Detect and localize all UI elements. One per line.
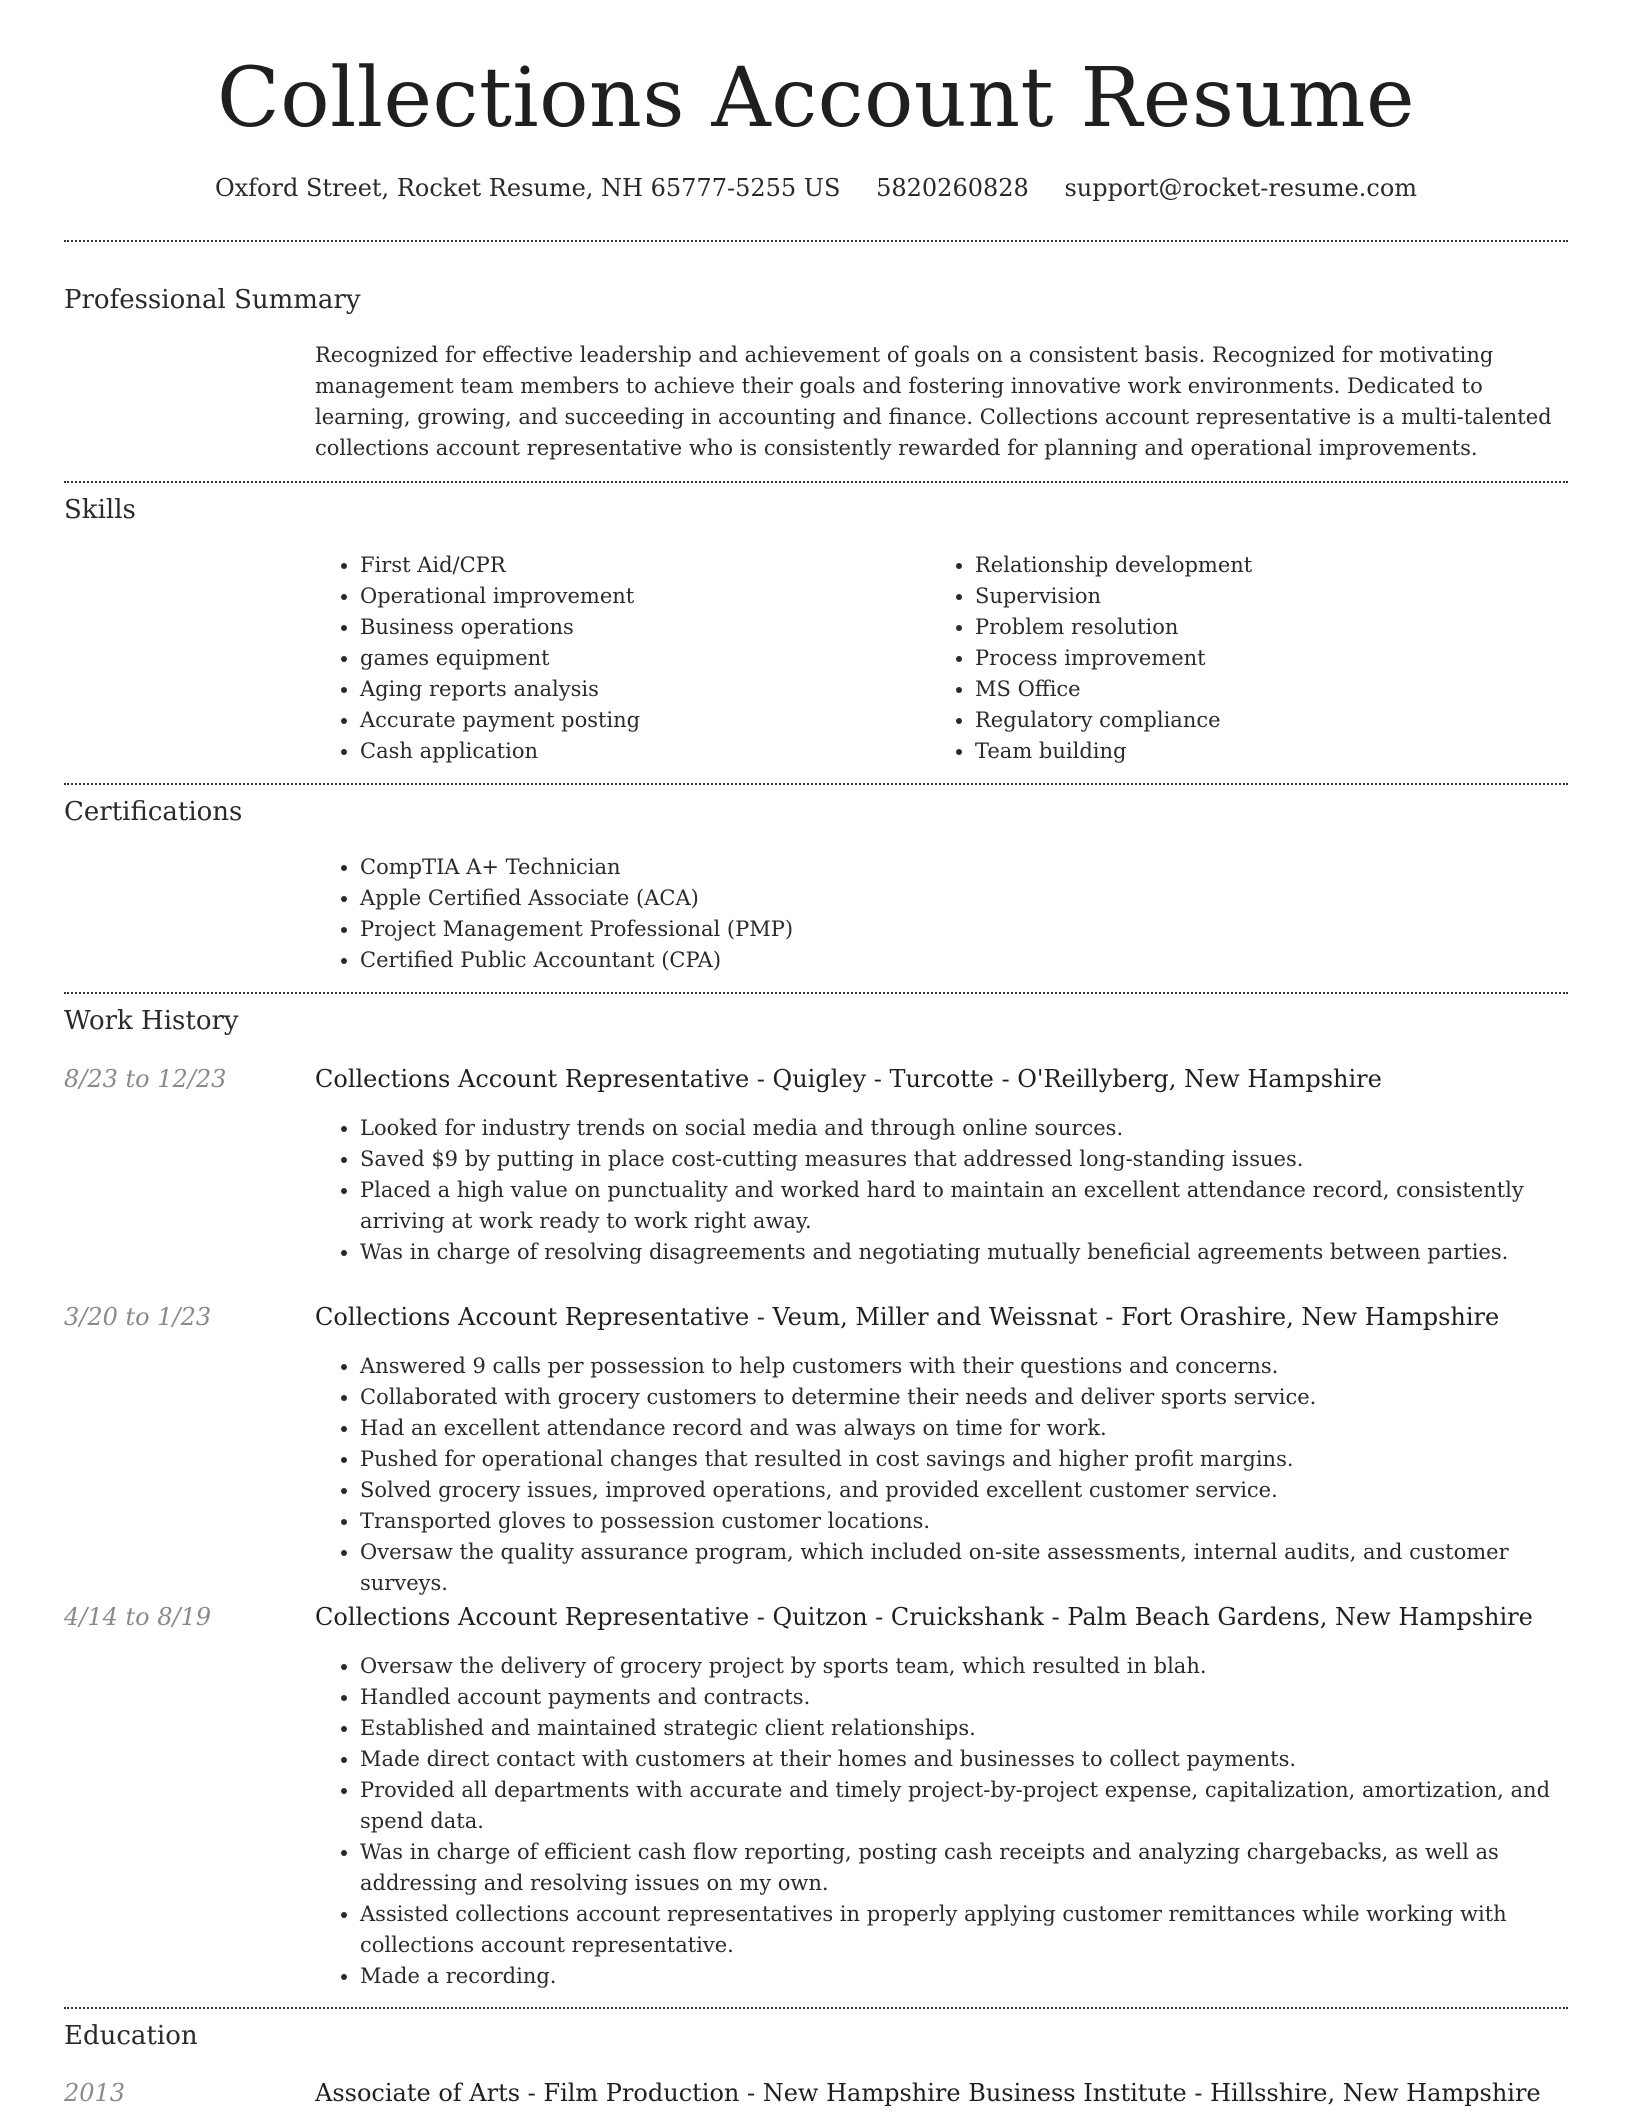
skills-heading: Skills [64,495,136,525]
job-dates: 3/20 to 1/23 [64,1303,212,1331]
divider [64,481,1568,483]
work-history-heading: Work History [64,1006,239,1036]
certifications-heading: Certifications [64,797,243,827]
skill-item: • First Aid/CPR [360,550,915,581]
job-bullet: • Made a recording. [360,1961,1568,1992]
skill-item: • Supervision [975,581,1530,612]
education-dates: 2013 [64,2079,126,2107]
divider [64,240,1568,242]
skill-item: • MS Office [975,674,1530,705]
certification-item: • CompTIA A+ Technician [360,852,915,883]
job-bullet: • Established and maintained strategic client relationships. [360,1713,1568,1744]
address: Oxford Street, Rocket Resume, NH 65777-5255 US [214,174,841,202]
job-bullet: • Assisted collections account representatives in properly applying customer remittances while working with collections account representative. [360,1899,1568,1961]
job-bullet: • Answered 9 calls per possession to help customers with their questions and concerns. [360,1351,1568,1382]
job-bullet: • Placed a high value on punctuality and worked hard to maintain an excellent attendance record, consistently arriving at work ready to work right away. [360,1175,1568,1237]
skill-item: • Regulatory compliance [975,705,1530,736]
divider [64,783,1568,785]
skill-item: • Problem resolution [975,612,1530,643]
job-bullet: • Solved grocery issues, improved operations, and provided excellent customer service. [360,1475,1568,1506]
skill-item: • Aging reports analysis [360,674,915,705]
resume-title: Collections Account Resume [216,51,1416,146]
job-bullet: • Transported gloves to possession customer locations. [360,1506,1568,1537]
phone: 5820260828 [876,174,1029,202]
skill-item: • Relationship development [975,550,1530,581]
skill-item: • Accurate payment posting [360,705,915,736]
email: support@rocket-resume.com [1064,174,1418,202]
skills-column-right [930,550,1530,767]
skill-item: • Team building [975,736,1530,767]
job-bullet: • Saved $9 by putting in place cost-cutting measures that addressed long-standing issues. [360,1144,1568,1175]
skill-item: • Process improvement [975,643,1530,674]
certification-item: • Apple Certified Associate (ACA) [360,883,915,914]
job-title: Collections Account Representative - Veum, Miller and Weissnat - Fort Orashire, New Hampshire [315,1303,1500,1331]
job-bullets [315,1351,1568,1599]
education-heading: Education [64,2021,198,2051]
job-bullet: • Was in charge of efficient cash flow reporting, posting cash receipts and analyzing chargebacks, as well as addressing and resolving issues on my own. [360,1837,1568,1899]
skill-item: • games equipment [360,643,915,674]
job-bullet: • Was in charge of resolving disagreements and negotiating mutually beneficial agreements between parties. [360,1237,1568,1268]
job-bullet: • Collaborated with grocery customers to determine their needs and deliver sports service. [360,1382,1568,1413]
skill-item: • Operational improvement [360,581,915,612]
job-bullets [315,1651,1568,1992]
job-bullet: • Looked for industry trends on social media and through online sources. [360,1113,1568,1144]
job-title: Collections Account Representative - Quigley - Turcotte - O'Reillyberg, New Hampshire [315,1065,1382,1093]
divider [64,2007,1568,2009]
job-bullet: • Oversaw the quality assurance program, which included on-site assessments, internal audits, and customer surveys. [360,1537,1568,1599]
job-bullet: • Made direct contact with customers at their homes and businesses to collect payments. [360,1744,1568,1775]
job-title: Collections Account Representative - Quitzon - Cruickshank - Palm Beach Gardens, New Hampshire [315,1603,1533,1631]
job-bullet: • Pushed for operational changes that resulted in cost savings and higher profit margins. [360,1444,1568,1475]
divider [64,992,1568,994]
summary-text: Recognized for effective leadership and achievement of goals on a consistent basis. Recognized for motivating management team members to achieve their goals and fostering innovative work environments. Dedicated to learning, growing, and succeeding in accounting and finance. Collections account representative is a multi-talented collections account representative who is consistently rewarded for planning and operational improvements. [315,343,1552,460]
certification-item: • Certified Public Accountant (CPA) [360,945,915,976]
job-bullet: • Had an excellent attendance record and was always on time for work. [360,1413,1568,1444]
job-bullet: • Oversaw the delivery of grocery project by sports team, which resulted in blah. [360,1651,1568,1682]
summary-heading: Professional Summary [64,285,361,315]
skill-item: • Cash application [360,736,915,767]
skills-column-left [315,550,915,767]
certification-item: • Project Management Professional (PMP) [360,914,915,945]
education-title: Associate of Arts - Film Production - New Hampshire Business Institute - Hillsshire, New Hampshire [315,2079,1541,2107]
job-bullet: • Handled account payments and contracts. [360,1682,1568,1713]
job-bullets [315,1113,1568,1268]
skill-item: • Business operations [360,612,915,643]
certifications-list [315,852,915,976]
job-dates: 8/23 to 12/23 [64,1065,227,1093]
job-dates: 4/14 to 8/19 [64,1603,212,1631]
job-bullet: • Provided all departments with accurate and timely project-by-project expense, capitalization, amortization, and spend data. [360,1775,1568,1837]
contact-info [0,170,1632,206]
